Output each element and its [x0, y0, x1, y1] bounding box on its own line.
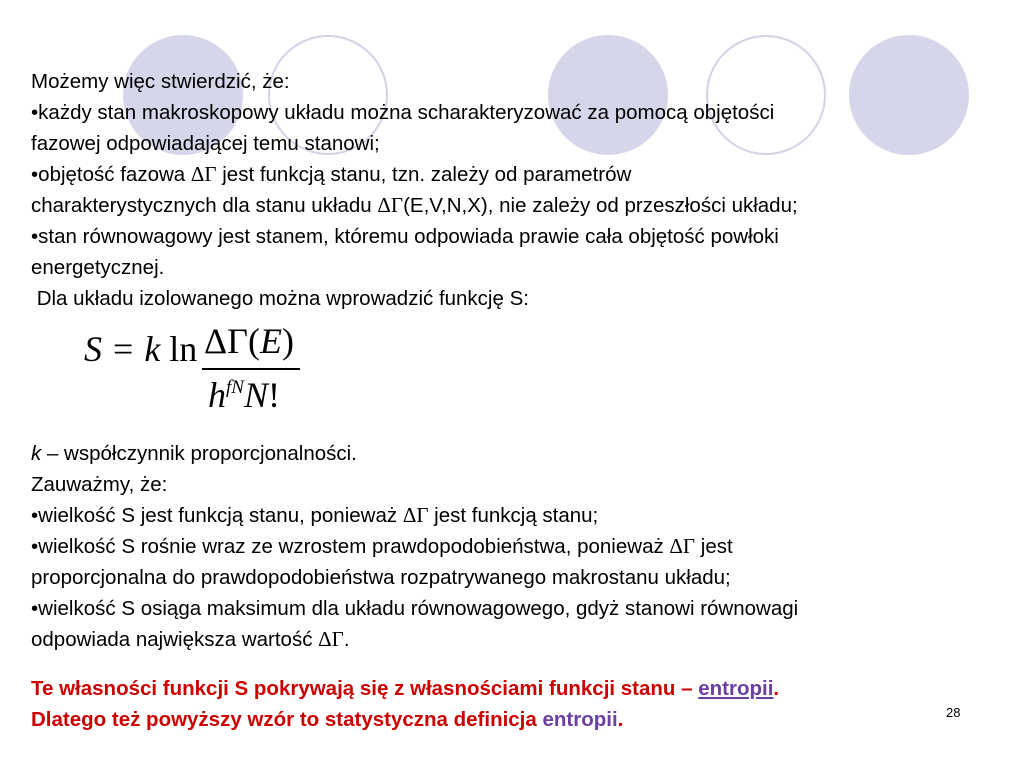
isolated-system-line: Dla układu izolowanego można wprowadzić funkcję S: [31, 287, 529, 310]
conclusion-3-line-1: •wielkość S osiąga maksimum dla układu równowagowego, gdyż stanowi równowagi [31, 597, 799, 620]
formula-lhs: S [84, 329, 102, 369]
text: jest funkcją stanu; [428, 504, 599, 527]
entropy-term: entropii [542, 708, 618, 731]
formula-h: h [208, 375, 226, 415]
conclusion-1 [31, 500, 1001, 531]
bullet-3-line-2: energetycznej. [31, 256, 165, 279]
text: •wielkość S rośnie wraz ze wzrostem prawdopodobieństwa, ponieważ [31, 535, 670, 558]
text: . [773, 677, 780, 700]
formula-denominator [208, 374, 280, 416]
page-number: 28 [946, 705, 961, 720]
slide-body-bottom [31, 438, 1001, 655]
formula-fraction-bar [202, 368, 300, 370]
formula-ln: ln [169, 329, 198, 369]
intro-line: Możemy więc stwierdzić, że: [31, 70, 290, 93]
text: jest funkcją stanu, tzn. zależy od parametrów [216, 163, 632, 186]
formula-paren-close: ) [281, 321, 294, 361]
formula-N: N [243, 375, 268, 415]
highlight-line-1 [31, 673, 1001, 704]
text: Dlatego też powyższy wzór to statystyczna definicja [31, 708, 543, 731]
text: Te własności funkcji S pokrywają się z własnościami funkcji stanu – [31, 677, 699, 700]
delta-gamma-symbol: ΔΓ [669, 534, 696, 558]
entropy-formula [84, 328, 197, 370]
formula-fraction [202, 320, 312, 430]
conclusion-2-line-2: proporcjonalna do prawdopodobieństwa rozpatrywanego makrostanu układu; [31, 566, 731, 589]
entropy-link[interactable]: entropii [698, 677, 774, 700]
k-definition-line [31, 438, 1001, 469]
highlight-statement [31, 673, 1001, 735]
bullet-2-line-2 [31, 190, 1001, 221]
conclusion-3-line-2 [31, 624, 1001, 655]
bullet-3-line-1: •stan równowagowy jest stanem, któremu odpowiada prawie cała objętość powłoki [31, 225, 779, 248]
bullet-1-line-2: fazowej odpowiadającej temu stanowi; [31, 132, 380, 155]
formula-energy: E [259, 321, 282, 361]
delta-gamma-symbol: ΔΓ [190, 162, 217, 186]
formula-numerator [204, 320, 294, 362]
text: jest [695, 535, 733, 558]
text: . [343, 628, 350, 651]
formula-k: k [144, 329, 161, 369]
formula-exponent: fN [226, 377, 244, 398]
text: charakterystycznych dla stanu układu [31, 194, 378, 217]
delta-gamma-symbol: ΔΓ [377, 193, 404, 217]
text: – współczynnik proporcjonalności. [41, 442, 357, 465]
formula-delta-gamma: ΔΓ [204, 321, 248, 361]
delta-gamma-symbol: ΔΓ [402, 503, 429, 527]
highlight-line-2 [31, 704, 1001, 735]
formula-factorial: ! [267, 375, 280, 415]
conclusion-2-line-1 [31, 531, 1001, 562]
notice-line: Zauważmy, że: [31, 473, 168, 496]
bullet-2-line-1 [31, 159, 1001, 190]
text: (E,V,N,X), nie zależy od przeszłości układu; [403, 194, 798, 217]
text: . [617, 708, 624, 731]
formula-equals: = [113, 329, 134, 369]
formula-paren-open: ( [247, 321, 260, 361]
text: •objętość fazowa [31, 163, 191, 186]
k-symbol: k [31, 442, 42, 465]
bullet-1-line-1: •każdy stan makroskopowy układu można scharakteryzować za pomocą objętości [31, 101, 775, 124]
text: •wielkość S jest funkcją stanu, ponieważ [31, 504, 403, 527]
text: odpowiada największa wartość [31, 628, 319, 651]
slide-body-top [31, 66, 1001, 314]
delta-gamma-symbol: ΔΓ [318, 627, 344, 651]
